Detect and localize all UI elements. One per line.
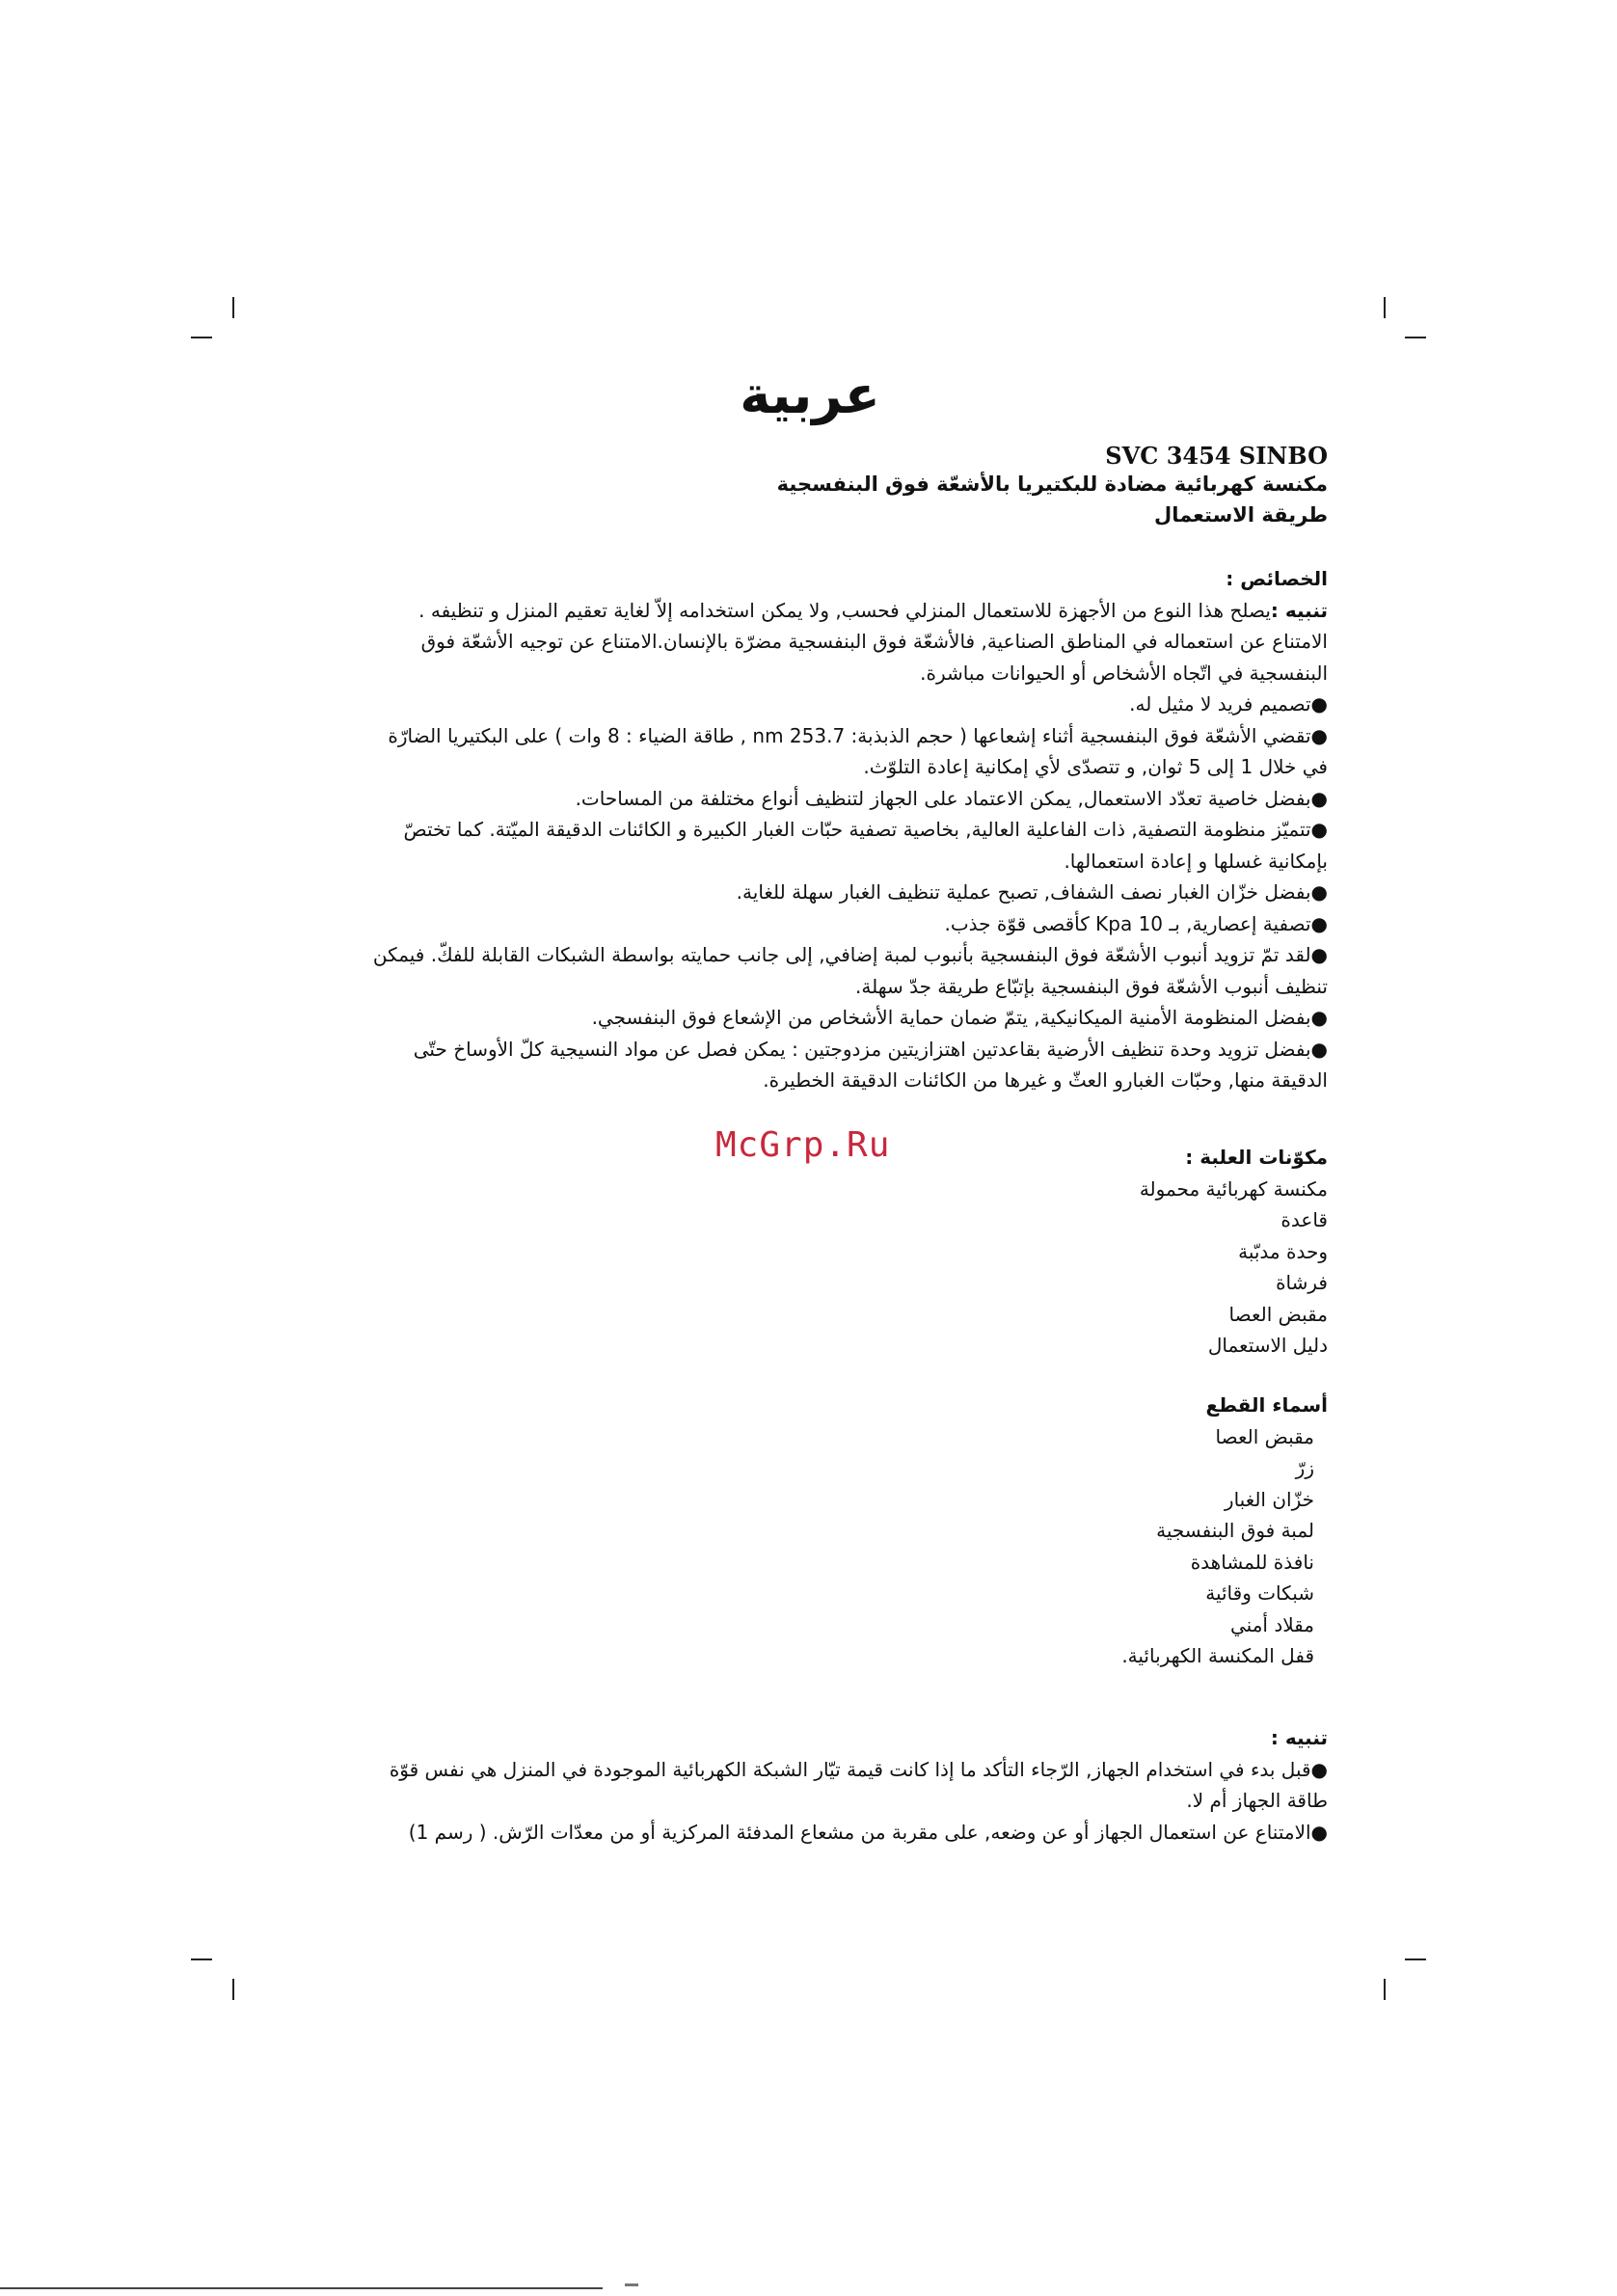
crop-mark-top-left-vertical bbox=[232, 297, 234, 318]
list-item: ●قبل بدء في استخدام الجهاز, الرّجاء التأكد ما إذا كانت قيمة تيّار الشبكة الكهربائية الموجودة في المنزل هي نفس قوّة طاقة الجهاز أم لا. bbox=[389, 1757, 1328, 1812]
bottom-rule bbox=[0, 2287, 603, 2289]
list-item: مقلاد أمني bbox=[1229, 1612, 1314, 1636]
list-item: ●تقضي الأشعّة فوق البنفسجية أثناء إشعاعها ( حجم الذبذبة: nm 253.7 , طاقة الضياء : 8 وات ) على البكتيريا الضارّة في خلال 1 إلى 5 ثوان, و تتصدّى لأي إمكانية إعادة التلوّث. bbox=[388, 723, 1328, 778]
page-heading: عربية bbox=[740, 365, 880, 425]
warning-paragraph bbox=[364, 595, 1328, 689]
notice-title: تنبيه : bbox=[1270, 1726, 1328, 1749]
package-title: مكوّنات العلبة : bbox=[1185, 1146, 1328, 1169]
package-list bbox=[364, 1174, 1328, 1362]
list-item: ●بفضل خزّان الغبار نصف الشفاف, تصبح عملية تنظيف الغبار سهلة للغاية. bbox=[736, 880, 1328, 904]
list-item: خزّان الغبار bbox=[1224, 1487, 1314, 1511]
parts-section bbox=[364, 1390, 1328, 1672]
warning-label: تنبيه : bbox=[1270, 598, 1328, 622]
warning-text: يصلح هذا النوع من الأجهزة للاستعمال المنزلي فحسب, ولا يمكن استخدامه إلاّ لغاية تعقيم المنزل و تنظيفه . الامتناع عن استعماله في المناطق الصناعية, فالأشعّة فوق البنفسجية مضرّة بالإنسان.الامتناع عن توجيه الأشعّة فوق البنفسجية في اتّجاه الأشخاص أو الحيوانات مباشرة. bbox=[418, 598, 1328, 685]
notice-section bbox=[364, 1722, 1328, 1848]
model-name: SVC 3454 SINBO bbox=[1105, 442, 1328, 470]
crop-mark-bottom-left-vertical bbox=[232, 1979, 234, 2000]
list-item: مكنسة كهربائية محمولة bbox=[1139, 1176, 1328, 1201]
list-item: قفل المكنسة الكهربائية. bbox=[1121, 1644, 1314, 1667]
list-item: ●بفضل تزويد وحدة تنظيف الأرضية بقاعدتين اهتزازيتين مزدوجتين : يمكن فصل عن مواد النسيجية كلّ الأوساخ حتّى الدقيقة منها, وحبّات الغبارو العثّ و غيرها من الكائنات الدقيقة الخطيرة. bbox=[413, 1037, 1328, 1092]
bottom-mark bbox=[625, 2283, 638, 2286]
features-section bbox=[364, 563, 1328, 1096]
list-item: مقبض العصا bbox=[1228, 1302, 1328, 1326]
product-subtitle: مكنسة كهربائية مضادة للبكتيريا بالأشعّة فوق البنفسجية bbox=[776, 473, 1328, 496]
list-item: شبكات وقائية bbox=[1205, 1581, 1314, 1605]
crop-mark-top-left-horizontal bbox=[191, 337, 212, 338]
features-list bbox=[364, 689, 1328, 1096]
list-item: زرّ bbox=[1295, 1456, 1314, 1479]
list-item: ●الامتناع عن استعمال الجهاز أو عن وضعه, على مقربة من مشعاع المدفئة المركزية أو من معدّات الرّش. ( رسم 1) bbox=[408, 1820, 1328, 1844]
list-item: لمبة فوق البنفسجية bbox=[1156, 1519, 1314, 1542]
list-item: ●تتميّز منظومة التصفية, ذات الفاعلية العالية, بخاصية تصفية حبّات الغبار الكبيرة و الكائنات الدقيقة الميّتة. كما تختصّ بإمكانية غسلها و إعادة استعمالها. bbox=[403, 818, 1328, 873]
list-item: نافذة للمشاهدة bbox=[1190, 1550, 1314, 1574]
package-section bbox=[364, 1142, 1328, 1362]
list-item: وحدة مدبّبة bbox=[1238, 1239, 1328, 1263]
crop-mark-bottom-right-horizontal bbox=[1405, 1958, 1426, 1960]
parts-title: أسماء القطع bbox=[1205, 1393, 1328, 1417]
crop-mark-bottom-right-vertical bbox=[1384, 1979, 1386, 2000]
usage-subtitle: طريقة الاستعمال bbox=[1154, 503, 1328, 527]
watermark-text: McGrp.Ru bbox=[715, 1125, 891, 1165]
parts-list bbox=[364, 1421, 1314, 1672]
crop-mark-top-right-horizontal bbox=[1405, 337, 1426, 338]
list-item: قاعدة bbox=[1280, 1208, 1328, 1231]
crop-mark-top-right-vertical bbox=[1384, 297, 1386, 318]
list-item: ●لقد تمّ تزويد أنبوب الأشعّة فوق البنفسجية بأنبوب لمبة إضافي, إلى جانب حمايته بواسطة الشبكات القابلة للفكّ. فيمكن تنظيف أنبوب الأشعّة فوق البنفسجية بإتبّاع طريقة جدّ سهلة. bbox=[372, 943, 1328, 998]
features-title: الخصائص : bbox=[1226, 567, 1328, 590]
notice-list bbox=[364, 1754, 1328, 1849]
crop-mark-bottom-left-horizontal bbox=[191, 1958, 212, 1960]
list-item: مقبض العصا bbox=[1215, 1424, 1314, 1448]
list-item: ●تصميم فريد لا مثيل له. bbox=[1129, 692, 1328, 716]
list-item: دليل الاستعمال bbox=[1207, 1334, 1328, 1357]
list-item: ●بفضل خاصية تعدّد الاستعمال, يمكن الاعتماد على الجهاز لتنظيف أنواع مختلفة من المساحات. bbox=[575, 786, 1328, 810]
list-item: ●بفضل المنظومة الأمنية الميكانيكية, يتمّ ضمان حماية الأشخاص من الإشعاع فوق البنفسجي. bbox=[591, 1006, 1328, 1029]
list-item: ●تصفية إعصارية, بـ Kpa 10 كأقصى قوّة جذب. bbox=[944, 911, 1328, 935]
list-item: فرشاة bbox=[1276, 1271, 1328, 1294]
